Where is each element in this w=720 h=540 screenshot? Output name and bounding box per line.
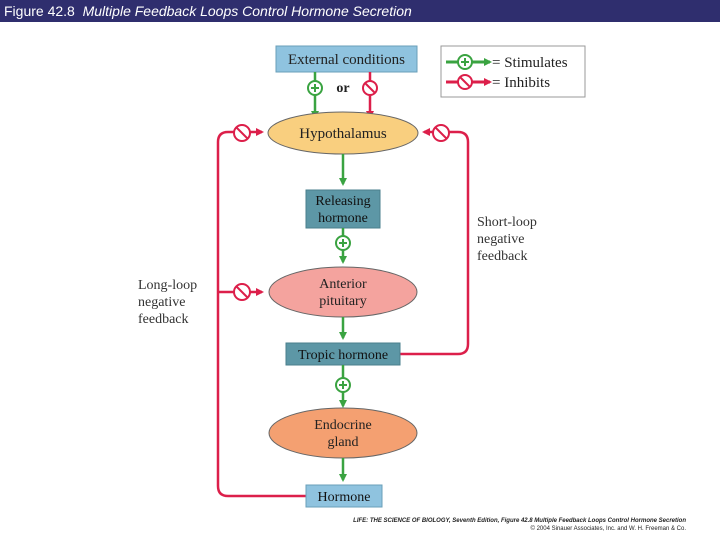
releasing-hormone-label-line1: Releasing [315, 194, 371, 209]
legend-stimulates-label: = Stimulates [492, 55, 568, 71]
short-loop-label-line3: feedback [477, 249, 528, 264]
external-plus-icon [308, 81, 322, 95]
legend-inhibits-label: = Inhibits [492, 75, 551, 91]
endocrine-gland-label-line1: Endocrine [314, 418, 372, 433]
legend-plus-icon [458, 55, 472, 69]
endocrine-gland-label-line2: gland [327, 435, 359, 450]
tropic-plus-icon [336, 378, 350, 392]
short-loop-label [477, 215, 537, 264]
hormone-label: Hormone [317, 490, 371, 505]
hypothalamus-label: Hypothalamus [299, 126, 387, 142]
releasing-plus-icon [336, 236, 350, 250]
anterior-pituitary-label-line2: pituitary [319, 294, 367, 309]
long-loop-label [138, 278, 197, 327]
long-loop-pituitary-inhibit-icon [234, 284, 250, 300]
long-loop-label-line2: negative [138, 295, 186, 310]
short-loop-inhibit-icon [433, 125, 449, 141]
credit-line-2: © 2004 Sinauer Associates, Inc. and W. H. Freeman & Co. [530, 526, 686, 532]
endocrine-gland-ellipse [269, 408, 417, 458]
anterior-pituitary-ellipse [269, 267, 417, 317]
external-inhibit-icon [363, 81, 377, 95]
legend-inhibit-icon [458, 75, 472, 89]
figure-title: Multiple Feedback Loops Control Hormone Secretion [82, 3, 412, 19]
anterior-pituitary-label-line1: Anterior [319, 277, 367, 292]
credit-line-1: LIFE: THE SCIENCE OF BIOLOGY, Seventh Edition, Figure 42.8 Multiple Feedback Loops Control Hormone Secretion [353, 518, 686, 524]
credit-text [310, 517, 686, 533]
external-conditions-label: External conditions [287, 52, 406, 68]
short-loop-label-line1: Short-loop [477, 215, 537, 230]
short-loop-label-line2: negative [477, 232, 525, 247]
long-loop-hypothalamus-inhibit-icon [234, 125, 250, 141]
long-loop-label-line3: feedback [138, 312, 189, 327]
short-loop-path [400, 132, 468, 354]
or-label: or [336, 81, 350, 96]
figure-number: Figure 42.8 [4, 3, 75, 19]
releasing-hormone-label-line2: hormone [318, 211, 368, 226]
long-loop-label-line1: Long-loop [138, 278, 198, 293]
tropic-hormone-label: Tropic hormone [297, 348, 389, 363]
